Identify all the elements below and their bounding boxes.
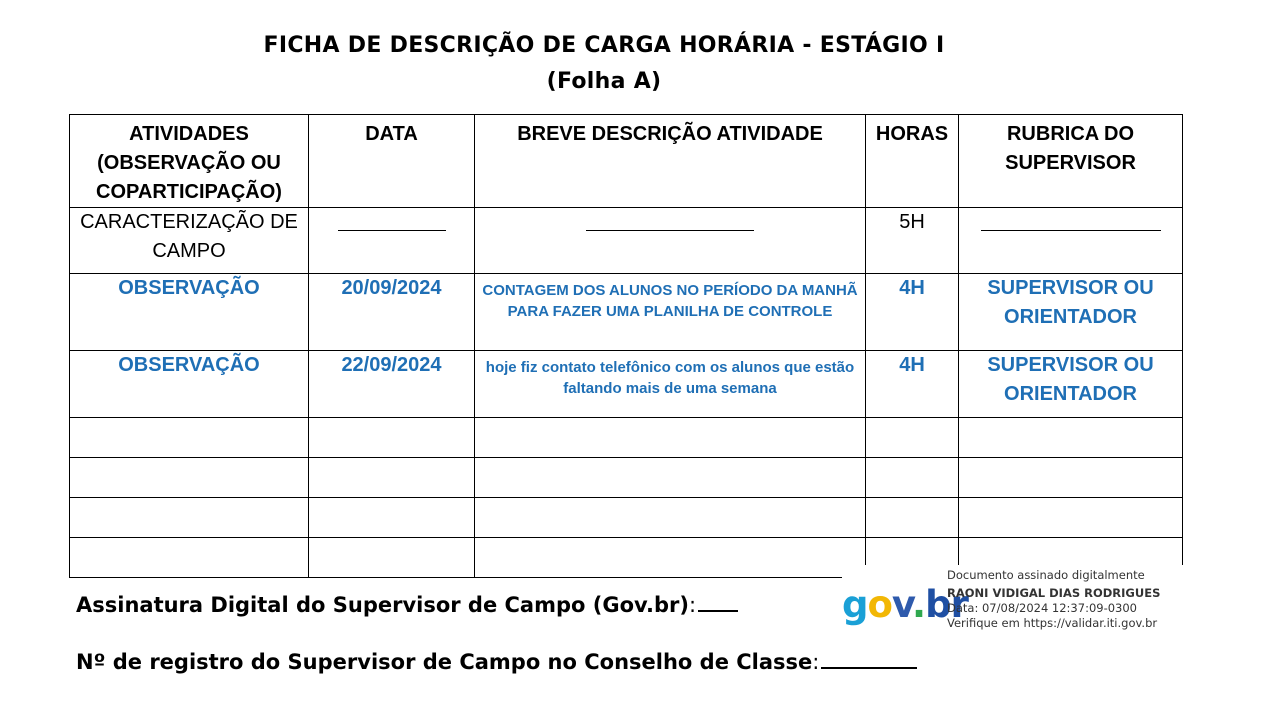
document-title: FICHA DE DESCRIÇÃO DE CARGA HORÁRIA - ESTÁGIO I — [263, 33, 945, 58]
stamp-signer-name: RAONI VIDIGAL DIAS RODRIGUES — [947, 586, 1161, 600]
hours-cell: 4H — [866, 351, 959, 418]
empty-table-row — [70, 458, 1183, 498]
date-cell: 22/09/2024 — [309, 351, 475, 418]
header-activities: ATIVIDADES (OBSERVAÇÃO OU COPARTICIPAÇÃO) — [70, 115, 309, 208]
table-row — [70, 208, 1183, 274]
empty-table-row — [70, 498, 1183, 538]
registry-number-line: Nº de registro do Supervisor de Campo no Conselho de Classe: — [76, 647, 917, 674]
hours-cell: 4H — [866, 274, 959, 351]
stamp-verify-link: Verifique em https://validar.iti.gov.br — [947, 616, 1158, 630]
document-title-block — [0, 28, 1208, 100]
empty-table-row — [70, 418, 1183, 458]
date-cell: 20/09/2024 — [309, 274, 475, 351]
digital-signature-stamp — [842, 565, 1202, 641]
header-description: BREVE DESCRIÇÃO ATIVIDADE — [475, 115, 866, 208]
blank-line — [586, 208, 754, 231]
blank-line — [981, 208, 1161, 231]
stamp-date: Data: 07/08/2024 12:37:09-0300 — [947, 601, 1137, 615]
header-hours: HORAS — [866, 115, 959, 208]
workload-table — [69, 114, 1183, 578]
activity-cell: OBSERVAÇÃO — [70, 274, 309, 351]
header-date: DATA — [309, 115, 475, 208]
stamp-text — [947, 568, 1160, 631]
supervisor-signature-line: Assinatura Digital do Supervisor de Campo (Gov.br): — [76, 590, 738, 617]
example-activity-cell: CARACTERIZAÇÃO DE CAMPO — [70, 208, 309, 274]
stamp-heading: Documento assinado digitalmente — [947, 568, 1145, 582]
signature-blank-field — [698, 590, 738, 612]
table-header-row — [70, 115, 1183, 208]
govbr-logo: gov.br — [842, 583, 968, 626]
signature-cell: SUPERVISOR OU ORIENTADOR — [959, 351, 1183, 418]
registry-number-label: Nº de registro do Supervisor de Campo no Conselho de Classe — [76, 650, 813, 674]
registry-blank-field — [821, 647, 917, 669]
header-supervisor-signature: RUBRICA DO SUPERVISOR — [959, 115, 1183, 208]
table-row — [70, 351, 1183, 418]
activity-cell: OBSERVAÇÃO — [70, 351, 309, 418]
blank-description-cell — [475, 208, 866, 274]
example-hours-cell: 5H — [866, 208, 959, 274]
description-cell: CONTAGEM DOS ALUNOS NO PERÍODO DA MANHÃ PARA FAZER UMA PLANILHA DE CONTROLE — [475, 274, 866, 351]
supervisor-signature-label: Assinatura Digital do Supervisor de Campo (Gov.br) — [76, 593, 689, 617]
document-subtitle: (Folha A) — [546, 69, 662, 94]
table-row — [70, 274, 1183, 351]
blank-line — [338, 208, 446, 231]
blank-date-cell — [309, 208, 475, 274]
blank-signature-cell — [959, 208, 1183, 274]
description-cell: hoje fiz contato telefônico com os alunos que estão faltando mais de uma semana — [475, 351, 866, 418]
signature-cell: SUPERVISOR OU ORIENTADOR — [959, 274, 1183, 351]
